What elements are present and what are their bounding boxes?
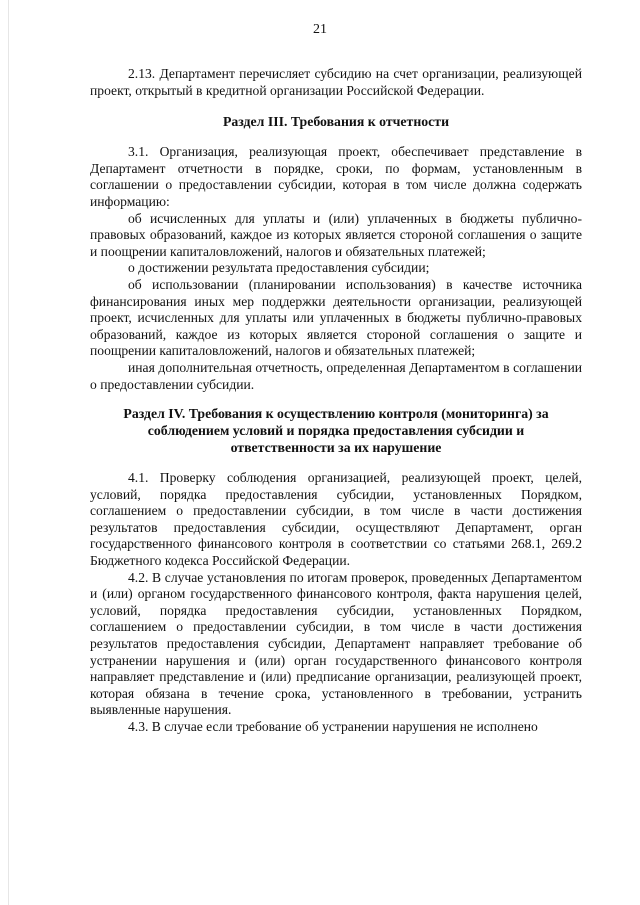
list-item-support-measures: об использовании (планировании использования) в качестве источника финансирования иных мер поддержки деятельности организации, реализующей проект, исчисленных для уплаты или уплаченных в бюджеты публично-правовых образований, каждое из которых является стороной соглашения о защите и поощрении капиталовложений, налогов и обязательных платежей; [90, 276, 582, 359]
scan-edge-line [8, 0, 9, 905]
page-number: 21 [313, 22, 327, 37]
paragraph-3-1: 3.1. Организация, реализующая проект, обеспечивает представление в Департамент отчетности в порядке, сроки, по формам, установленным в соглашении о предоставлении субсидии, которая в том числе должна содержать информацию: [90, 144, 582, 209]
section-3-title: Раздел III. Требования к отчетности [222, 114, 450, 130]
paragraph-2-13: 2.13. Департамент перечисляет субсидию на счет организации, реализующей проект, открытый в кредитной организации Российской Федерации. [90, 66, 582, 98]
section-4-title: Раздел IV. Требования к осуществлению контроля (мониторинга) за соблюдением условий и порядка предоставления субсидии и ответственности за их нарушение [123, 406, 549, 456]
list-item-additional-reporting: иная дополнительная отчетность, определенная Департаментом в соглашении о предоставлении субсидии. [90, 359, 582, 392]
paragraph-4-2: 4.2. В случае установления по итогам проверок, проведенных Департаментом и (или) органом государственного финансового контроля, факта нарушения целей, условий, порядка предоставления субсидии, установленных Порядком, соглашением о предоставлении субсидии, в том числе в части достижения результатов предоставления субсидии, Департамент направляет требование об устранении нарушения и (или) орган государственного финансового контроля направляет представление и (или) предписание организации, реализующей проект, которая обязана в течение срока, установленного в требовании, устранить выявленные нарушения. [90, 569, 582, 718]
list-item-taxes: об исчисленных для уплаты и (или) уплаченных в бюджеты публично-правовых образований, каждое из которых является стороной соглашения о защите и поощрении капиталовложений, налогов и обязательных платежей; [90, 210, 582, 259]
list-item-result: о достижении результата предоставления субсидии; [128, 260, 430, 276]
paragraph-4-3: 4.3. В случае если требование об устранении нарушения не исполнено [128, 719, 538, 734]
paragraph-4-1: 4.1. Проверку соблюдения организацией, реализующей проект, целей, условий, порядка предоставления субсидии, установленных Порядком, соглашением о предоставлении субсидии, в том числе в части достижения результатов предоставления субсидии, осуществляют Департамент, орган государственного финансового контроля в соответствии со статьями 268.1, 269.2 Бюджетного кодекса Российской Федерации. [90, 470, 582, 569]
document-body [90, 66, 582, 736]
